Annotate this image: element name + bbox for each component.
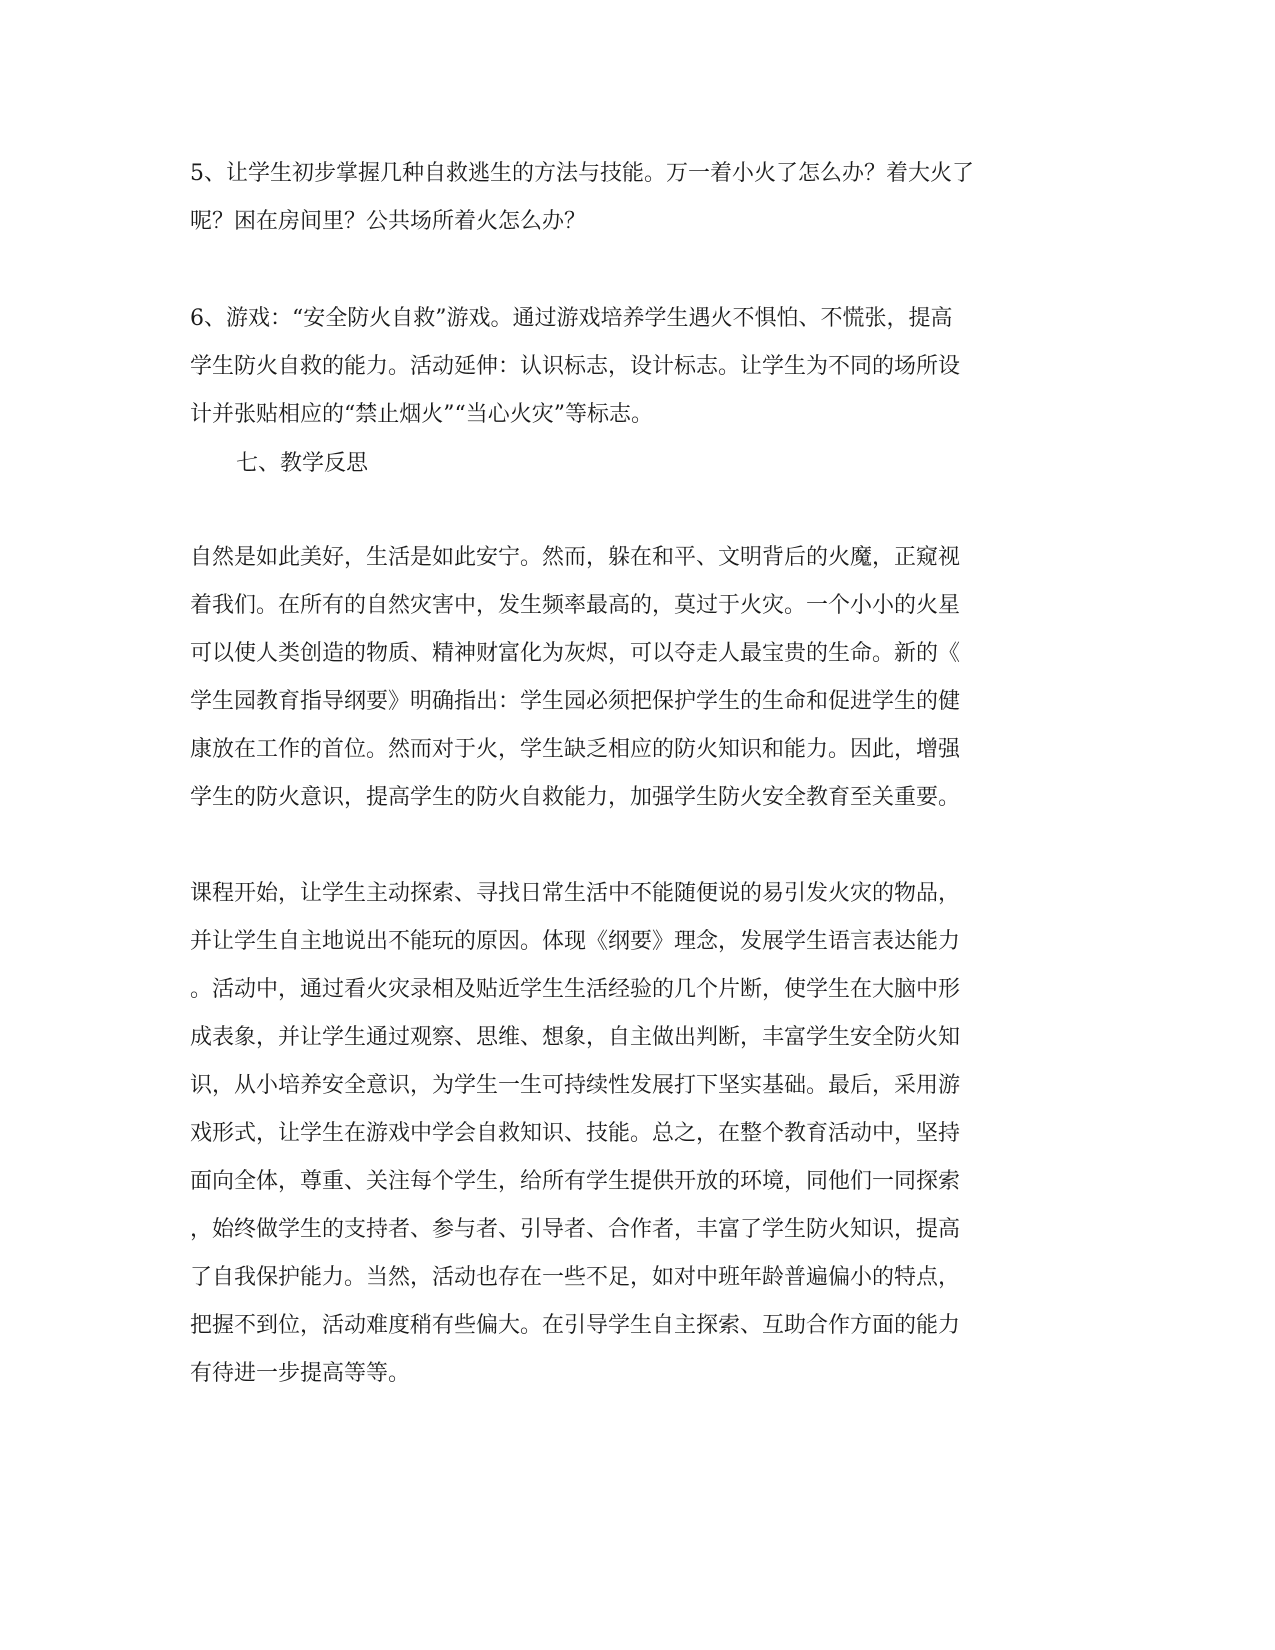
section-heading: 七、教学反思: [236, 451, 369, 476]
reflection-paragraph-1: [190, 534, 1070, 822]
paragraph-line: 戏形式，让学生在游戏中学会自救知识、技能。总之，在整个教育活动中，坚持: [190, 1121, 961, 1146]
paragraph-line: 学生防火自救的能力。活动延伸：认识标志，设计标志。让学生为不同的场所设: [190, 354, 961, 379]
reflection-paragraph-2: [190, 870, 1070, 1398]
paragraph-line: 成表象，并让学生通过观察、思维、想象，自主做出判断，丰富学生安全防火知: [190, 1025, 961, 1050]
paragraph-line: 有待进一步提高等等。: [190, 1361, 411, 1386]
paragraph-line: 可以使人类创造的物质、精神财富化为灰烬，可以夺走人最宝贵的生命。新的《: [190, 641, 961, 666]
item-5-paragraph: [190, 150, 1070, 246]
paragraph-line: 5、让学生初步掌握几种自救逃生的方法与技能。万一着小火了怎么办？着大火了: [190, 161, 974, 186]
paragraph-line: 康放在工作的首位。然而对于火，学生缺乏相应的防火知识和能力。因此，增强: [190, 737, 961, 762]
paragraph-line: 。活动中，通过看火灾录相及贴近学生生活经验的几个片断，使学生在大脑中形: [190, 977, 961, 1002]
paragraph-line: 课程开始，让学生主动探索、寻找日常生活中不能随便说的易引发火灾的物品，: [190, 881, 961, 906]
paragraph-line: 学生的防火意识，提高学生的防火自救能力，加强学生防火安全教育至关重要。: [190, 785, 961, 810]
item-6-paragraph: [190, 295, 1070, 439]
paragraph-line: 并让学生自主地说出不能玩的原因。体现《纲要》理念，发展学生语言表达能力: [190, 929, 961, 954]
paragraph-line: 呢？困在房间里？公共场所着火怎么办？: [190, 209, 587, 234]
paragraph-line: ，始终做学生的支持者、参与者、引导者、合作者，丰富了学生防火知识，提高: [190, 1217, 961, 1242]
paragraph-line: 识，从小培养安全意识，为学生一生可持续性发展打下坚实基础。最后，采用游: [190, 1073, 961, 1098]
paragraph-line: 着我们。在所有的自然灾害中，发生频率最高的，莫过于火灾。一个小小的火星: [190, 593, 961, 618]
paragraph-line: 了自我保护能力。当然，活动也存在一些不足，如对中班年龄普遍偏小的特点，: [190, 1265, 961, 1290]
paragraph-line: 6、游戏：“安全防火自救”游戏。通过游戏培养学生遇火不惧怕、不慌张，提高: [190, 306, 953, 331]
paragraph-line: 学生园教育指导纲要》明确指出：学生园必须把保护学生的生命和促进学生的健: [190, 689, 961, 714]
paragraph-line: 计并张贴相应的“禁止烟火”“当心火灾”等标志。: [190, 402, 653, 427]
paragraph-line: 面向全体，尊重、关注每个学生，给所有学生提供开放的环境，同他们一同探索: [190, 1169, 961, 1194]
paragraph-line: 自然是如此美好，生活是如此安宁。然而，躲在和平、文明背后的火魔，正窥视: [190, 545, 961, 570]
paragraph-line: 把握不到位，活动难度稍有些偏大。在引导学生自主探索、互助合作方面的能力: [190, 1313, 961, 1338]
